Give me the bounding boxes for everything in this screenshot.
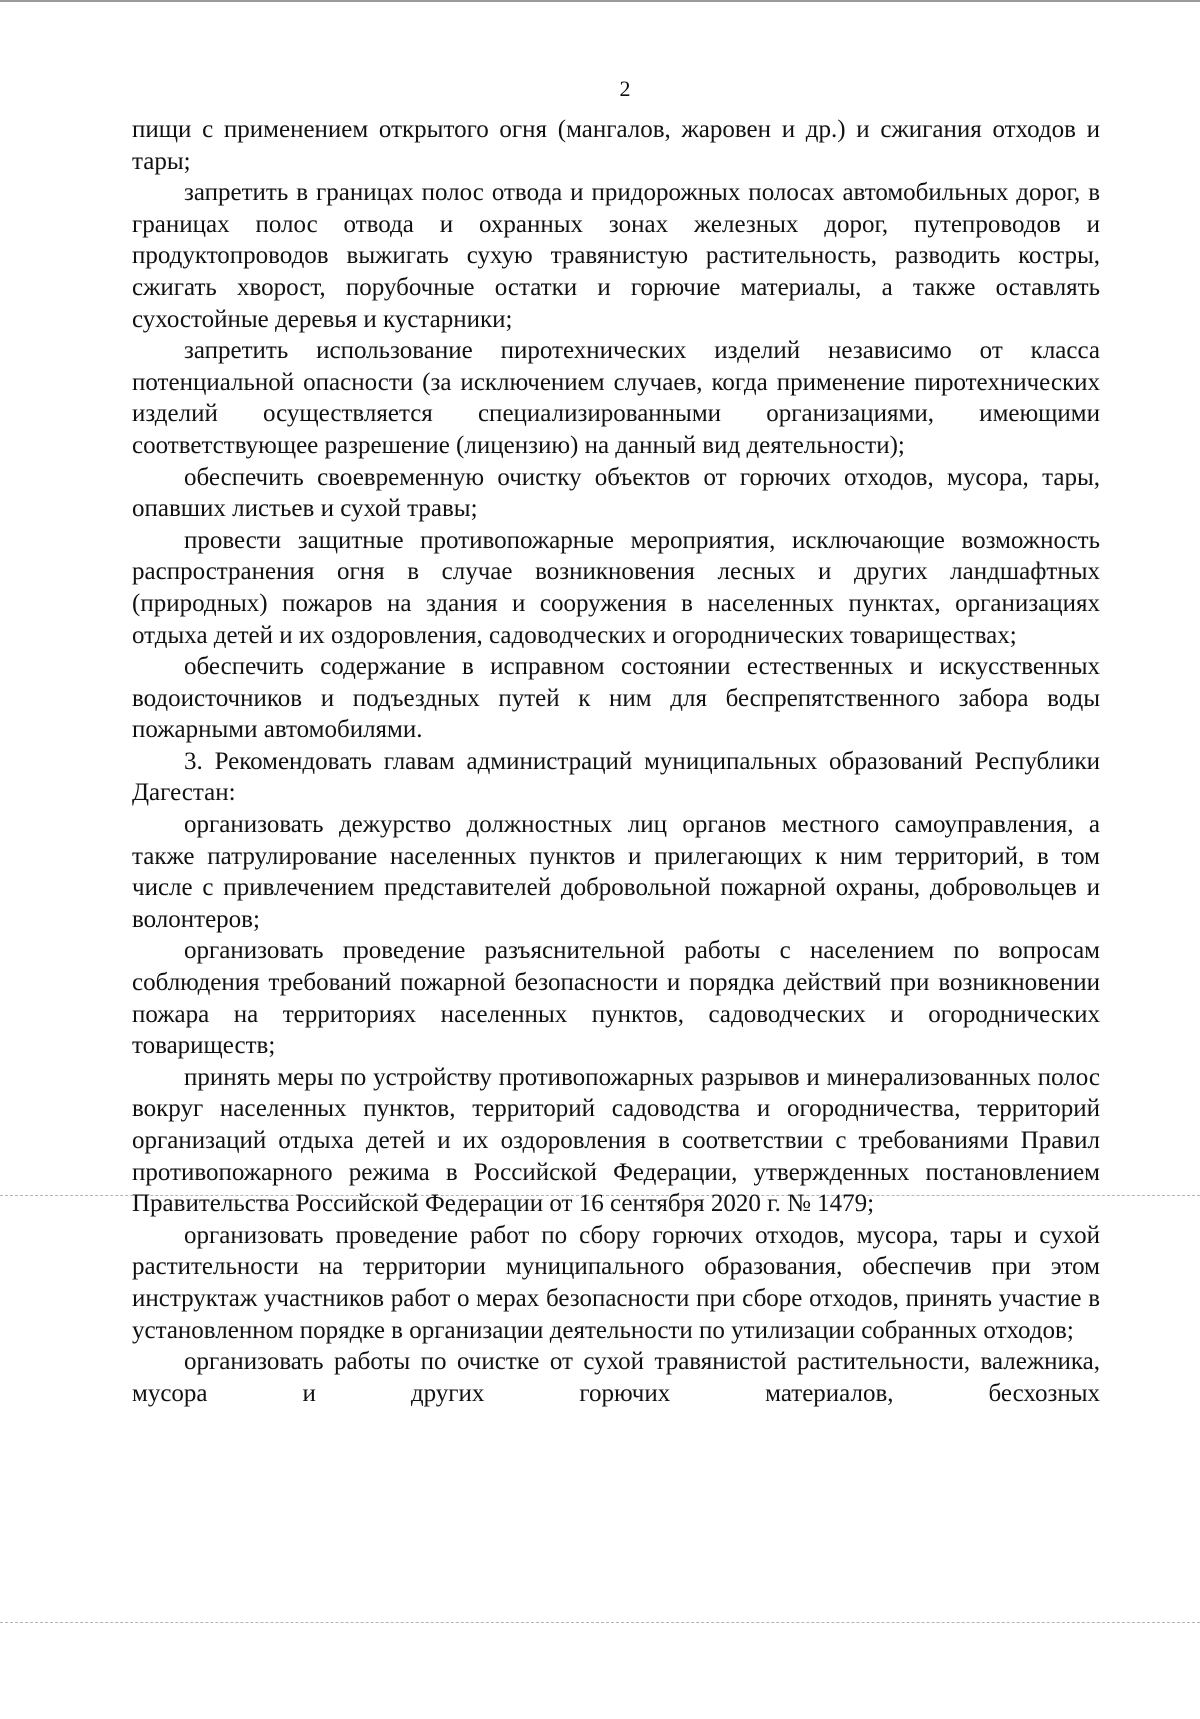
paragraph: запретить использование пиротехнических изделий независимо от класса потенциальной опасности (за исключением случаев, когда применение пиротехнических изделий осуществляется специализированными организациями, имеющими соответствующее разрешение (лицензию) на данный вид деятельности); — [132, 337, 1100, 459]
paragraph: организовать работы по очистке от сухой травянистой растительности, валежника, мусора и других горючих материалов, бесхозных — [132, 1348, 1100, 1407]
document-body — [132, 114, 1100, 1409]
paragraph: организовать проведение работ по сбору горючих отходов, мусора, тары и сухой растительности на территории муниципального образования, обеспечив при этом инструктаж участников работ о мерах безопасности при сборе отходов, принять участие в установленном порядке в организации деятельности по утилизации собранных отходов; — [132, 1221, 1100, 1344]
paragraph: провести защитные противопожарные мероприятия, исключающие возможность распространения огня в случае возникновения лесных и других ландшафтных (природных) пожаров на здания и сооружения в населенных пунктах, организациях отдыха детей и их оздоровления, садоводческих и огороднических товариществах; — [132, 526, 1100, 649]
page-number: 2 — [619, 76, 631, 101]
paragraph: обеспечить своевременную очистку объектов от горючих отходов, мусора, тары, опавших листьев и сухой травы; — [132, 463, 1100, 523]
paragraph: организовать дежурство должностных лиц органов местного самоуправления, а также патрулирование населенных пунктов и прилегающих к ним территорий, в том числе с привлечением представителей добровольной пожарной охраны, добровольцев и волонтеров; — [132, 811, 1100, 933]
scan-artifact-line — [0, 1622, 1200, 1623]
paragraph: организовать проведение разъяснительной работы с населением по вопросам соблюдения требований пожарной безопасности и порядка действий при возникновении пожара на территориях населенных пунктов, садоводческих и огороднических товариществ; — [132, 937, 1100, 1060]
scan-edge-top — [0, 0, 1200, 2]
paragraph: 3. Рекомендовать главам администраций муниципальных образований Республики Дагестан: — [132, 747, 1100, 807]
paragraph: обеспечить содержание в исправном состоянии естественных и искусственных водоисточников и подъездных путей к ним для беспрепятственного забора воды пожарными автомобилями. — [132, 653, 1100, 744]
paragraph: принять меры по устройству противопожарных разрывов и минерализованных полос вокруг населенных пунктов, территорий садоводства и огородничества, территорий организаций отдыха детей и их оздоровления в соответствии с требованиями Правил противопожарного режима в Российской Федерации, утвержденных постановлением Правительства Российской Федерации от 16 сентября 2020 г. № 1479; — [132, 1063, 1100, 1218]
paragraph: запретить в границах полос отвода и придорожных полосах автомобильных дорог, в границах полос отвода и охранных зонах железных дорог, путепроводов и продуктопроводов выжигать сухую травянистую растительность, разводить костры, сжигать хворост, порубочные остатки и горючие материалы, а также оставлять сухостойные деревья и кустарники; — [132, 179, 1100, 333]
paragraph: пищи с применением открытого огня (мангалов, жаровен и др.) и сжигания отходов и тары; — [132, 116, 1100, 175]
